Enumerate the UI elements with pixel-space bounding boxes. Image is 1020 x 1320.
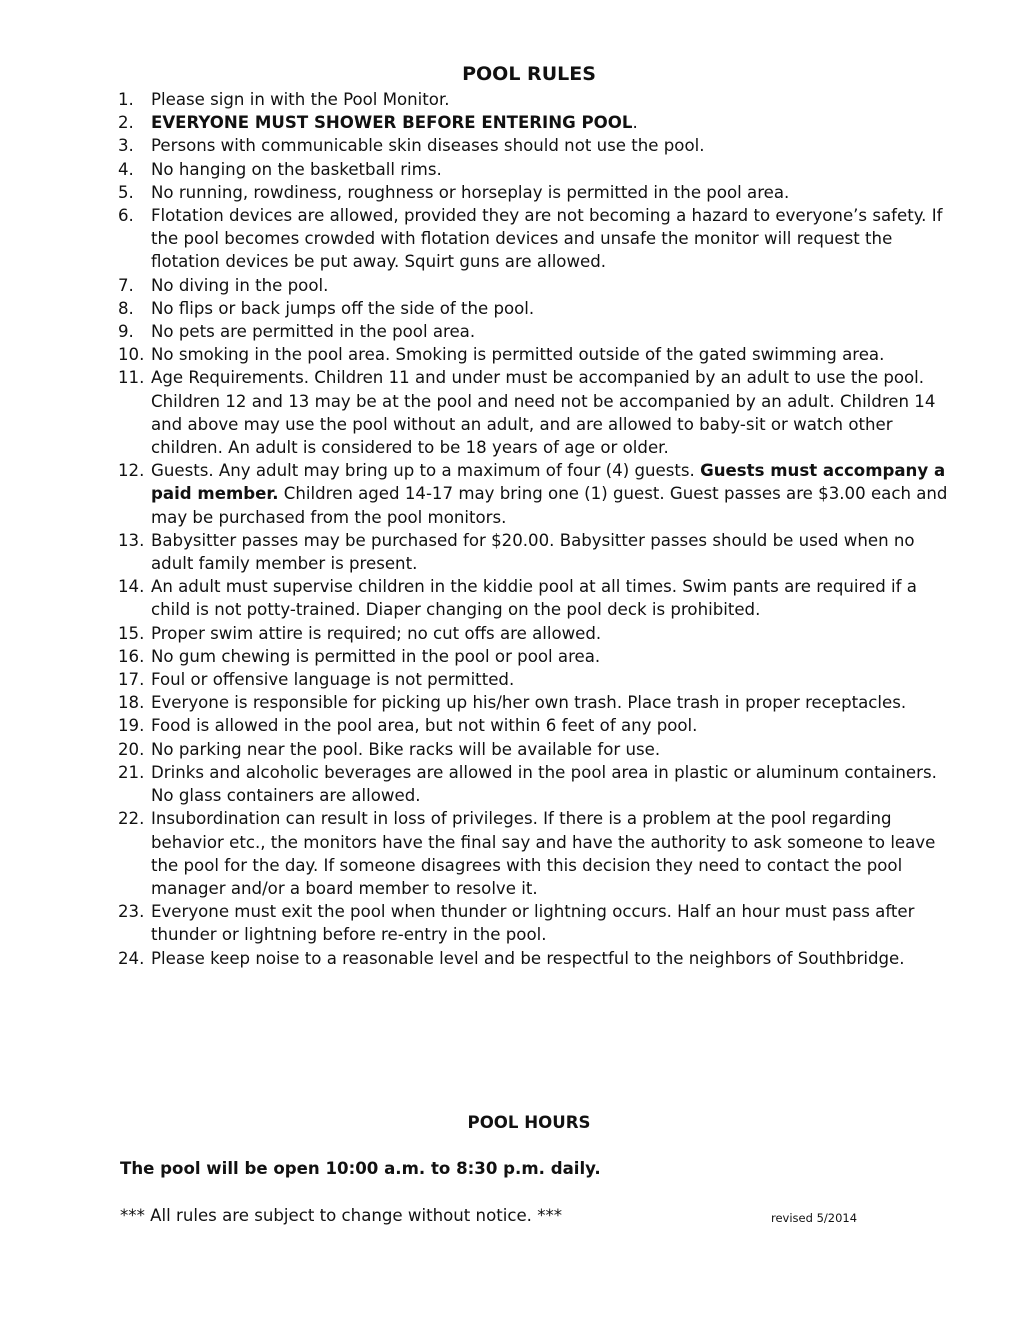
rule-item: [118, 714, 948, 737]
rule-text: No diving in the pool.: [151, 275, 329, 295]
rule-text: Children aged 14-17 may bring one (1) guest. Guest passes are $3.00 each and may be purchased from the pool monitors.: [151, 484, 948, 527]
rule-number: 15.: [118, 623, 145, 643]
rule-item: [118, 761, 948, 807]
rule-number: 9.: [118, 322, 134, 342]
rule-item: [118, 622, 948, 645]
rule-item: [118, 320, 948, 343]
rule-text: Please sign in with the Pool Monitor.: [151, 90, 450, 109]
rule-number: 23.: [118, 902, 145, 922]
rule-item: [118, 181, 948, 204]
rule-item: [118, 529, 948, 575]
rule-number: 16.: [118, 646, 145, 666]
rule-number: 12.: [118, 461, 145, 481]
rule-text: No smoking in the pool area. Smoking is permitted outside of the gated swimming area.: [151, 345, 885, 365]
rule-item: [118, 738, 948, 761]
rule-number: 17.: [118, 670, 145, 690]
rule-text: Drinks and alcoholic beverages are allowed in the pool area in plastic or aluminum containers. No glass containers are allowed.: [151, 762, 937, 806]
rule-item: [118, 88, 948, 111]
rule-text: Flotation devices are allowed, provided they are not becoming a hazard to everyone’s safety. If the pool becomes crowded with flotation devices and unsafe the monitor will request the flotation devices be put away. Squirt guns are allowed.: [151, 206, 943, 272]
page-title: POOL RULES: [462, 63, 596, 85]
rule-text: Babysitter passes may be purchased for $20.00. Babysitter passes should be used when no adult family member is present.: [151, 530, 915, 574]
rule-text: No hanging on the basketball rims.: [151, 159, 442, 179]
rules-list: [118, 88, 948, 970]
change-notice: *** All rules are subject to change without notice. ***: [120, 1206, 563, 1225]
rule-item: [118, 807, 948, 900]
rule-text: Foul or offensive language is not permitted.: [151, 670, 515, 690]
rule-number: 10.: [118, 345, 145, 365]
rule-number: 18.: [118, 693, 145, 713]
rule-text: Food is allowed in the pool area, but not within 6 feet of any pool.: [151, 716, 698, 736]
rule-text: No flips or back jumps off the side of the pool.: [151, 298, 535, 318]
rule-text-bold: Guests must accompany a paid member.: [151, 461, 946, 504]
rule-number: 6.: [118, 206, 134, 226]
rule-number: 20.: [118, 739, 145, 759]
rule-item: [118, 158, 948, 181]
rule-number: 3.: [118, 136, 134, 156]
rule-item: [118, 134, 948, 157]
rule-item: [118, 668, 948, 691]
rule-number: 11.: [118, 368, 145, 388]
rule-item: [118, 297, 948, 320]
rule-text: Everyone must exit the pool when thunder or lightning occurs. Half an hour must pass after thunder or lightning before re-entry in the pool.: [151, 902, 915, 945]
rule-text: Proper swim attire is required; no cut offs are allowed.: [151, 623, 602, 643]
rule-text: Guests. Any adult may bring up to a maximum of four (4) guests.: [151, 461, 701, 481]
rule-number: 24.: [118, 948, 145, 968]
rule-item: [118, 274, 948, 297]
rule-item: [118, 575, 948, 621]
rule-number: 7.: [118, 275, 134, 295]
rule-item: [118, 900, 948, 946]
rule-number: 21.: [118, 762, 145, 782]
rule-text-bold: EVERYONE MUST SHOWER BEFORE ENTERING POOL: [151, 113, 633, 133]
rule-text: Persons with communicable skin diseases should not use the pool.: [151, 136, 705, 156]
hours-text: The pool will be open 10:00 a.m. to 8:30 p.m. daily.: [120, 1159, 601, 1178]
rule-item: [118, 459, 948, 529]
rule-item: [118, 645, 948, 668]
rule-item: [118, 947, 948, 970]
rule-number: 2.: [118, 113, 134, 133]
rule-number: 14.: [118, 577, 145, 597]
rule-text: No running, rowdiness, roughness or horseplay is permitted in the pool area.: [151, 182, 790, 202]
rule-item: [118, 204, 948, 274]
rule-text: .: [632, 113, 638, 133]
rule-number: 8.: [118, 298, 134, 318]
rule-number: 4.: [118, 159, 134, 179]
rule-number: 1.: [118, 90, 134, 109]
rule-text: An adult must supervise children in the kiddie pool at all times. Swim pants are required if a child is not potty-trained. Diaper changing on the pool deck is prohibited.: [151, 577, 917, 620]
rule-item: [118, 366, 948, 459]
rule-text: Please keep noise to a reasonable level and be respectful to the neighbors of Southbridge.: [151, 948, 905, 968]
rule-text: No gum chewing is permitted in the pool or pool area.: [151, 646, 601, 666]
rule-item: [118, 691, 948, 714]
rule-text: Everyone is responsible for picking up his/her own trash. Place trash in proper receptacles.: [151, 693, 907, 713]
rule-number: 19.: [118, 716, 145, 736]
rule-text: No parking near the pool. Bike racks will be available for use.: [151, 739, 661, 759]
rule-text: Age Requirements. Children 11 and under must be accompanied by an adult to use the pool. Children 12 and 13 may be at the pool and need not be accompanied by an adult. Children 14 and above may use the pool without an adult, and are allowed to baby-sit or watch other children. An adult is considered to be 18 years of age or older.: [151, 368, 936, 458]
rule-text: No pets are permitted in the pool area.: [151, 322, 476, 342]
revised-date: revised 5/2014: [771, 1211, 858, 1225]
hours-heading: POOL HOURS: [467, 1113, 591, 1132]
rule-number: 5.: [118, 182, 134, 202]
rule-item: [118, 111, 948, 134]
rule-number: 13.: [118, 530, 145, 550]
rule-number: 22.: [118, 809, 145, 829]
rule-item: [118, 343, 948, 366]
rule-text: Insubordination can result in loss of privileges. If there is a problem at the pool regarding behavior etc., the monitors have the final say and have the authority to ask someone to leave the pool for the day. If someone disagrees with this decision they need to contact the pool manager and/or a board member to resolve it.: [151, 809, 936, 898]
